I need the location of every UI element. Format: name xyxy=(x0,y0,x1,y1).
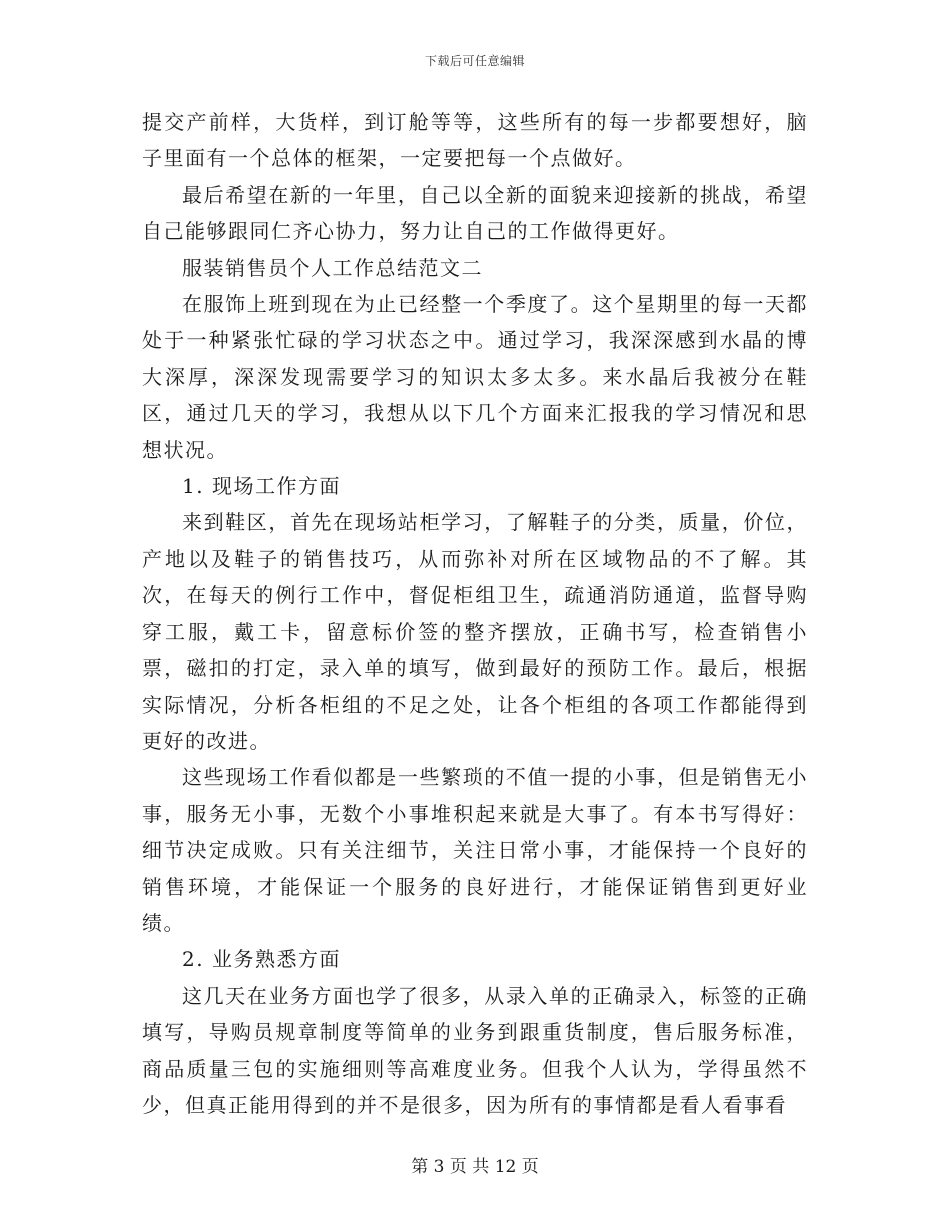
page-header: 下载后可任意编辑 xyxy=(424,54,525,68)
paragraph-details: 这些现场工作看似都是一些繁琐的不值一提的小事，但是销售无小事，服务无小事，无数个小事堆积起来就是大事了。有本书写得好：细节决定成败。只有关注细节，关注日常小事，才能保持一个良好的销售环境，才能保证一个服务的良好进行，才能保证销售到更好业绩。 xyxy=(142,765,808,935)
section-title: 服装销售员个人工作总结范文二 xyxy=(182,255,483,280)
page-number: 第 3 页 共 12 页 xyxy=(411,1157,539,1177)
document-body xyxy=(142,104,808,1123)
subheading-business-familiarity: 2. 业务熟悉方面 xyxy=(182,947,341,972)
paragraph-continuation: 提交产前样，大货样，到订舱等等，这些所有的每一步都要想好，脑子里面有一个总体的框架，一定要把每一个点做好。 xyxy=(142,110,808,171)
paragraph-closing-hope: 最后希望在新的一年里，自己以全新的面貌来迎接新的挑战，希望自己能够跟同仁齐心协力，努力让自己的工作做得更好。 xyxy=(142,182,808,244)
paragraph-intro: 在服饰上班到现在为止已经整一个季度了。这个星期里的每一天都处于一种紧张忙碌的学习状态之中。通过学习，我深深感到水晶的博大深厚，深深发现需要学习的知识太多太多。来水晶后我被分在鞋区，通过几天的学习，我想从以下几个方面来汇报我的学习情况和思想状况。 xyxy=(142,292,808,462)
subheading-onsite-work: 1. 现场工作方面 xyxy=(182,474,341,499)
paragraph-onsite-work: 来到鞋区，首先在现场站柜学习，了解鞋子的分类，质量，价位，产地以及鞋子的销售技巧，从而弥补对所在区域物品的不了解。其次，在每天的例行工作中，督促柜组卫生，疏通消防通道，监督导购穿工服，戴工卡，留意标价签的整齐摆放，正确书写，检查销售小票，磁扣的打定，录入单的填写，做到最好的预防工作。最后，根据实际情况，分析各柜组的不足之处，让各个柜组的各项工作都能得到更好的改进。 xyxy=(142,510,808,753)
paragraph-business: 这几天在业务方面也学了很多，从录入单的正确录入，标签的正确填写，导购员规章制度等简单的业务到跟重货制度，售后服务标准，商品质量三包的实施细则等高难度业务。但我个人认为，学得虽然不少，但真正能用得到的并不是很多，因为所有的事情都是看人看事看 xyxy=(142,983,808,1117)
